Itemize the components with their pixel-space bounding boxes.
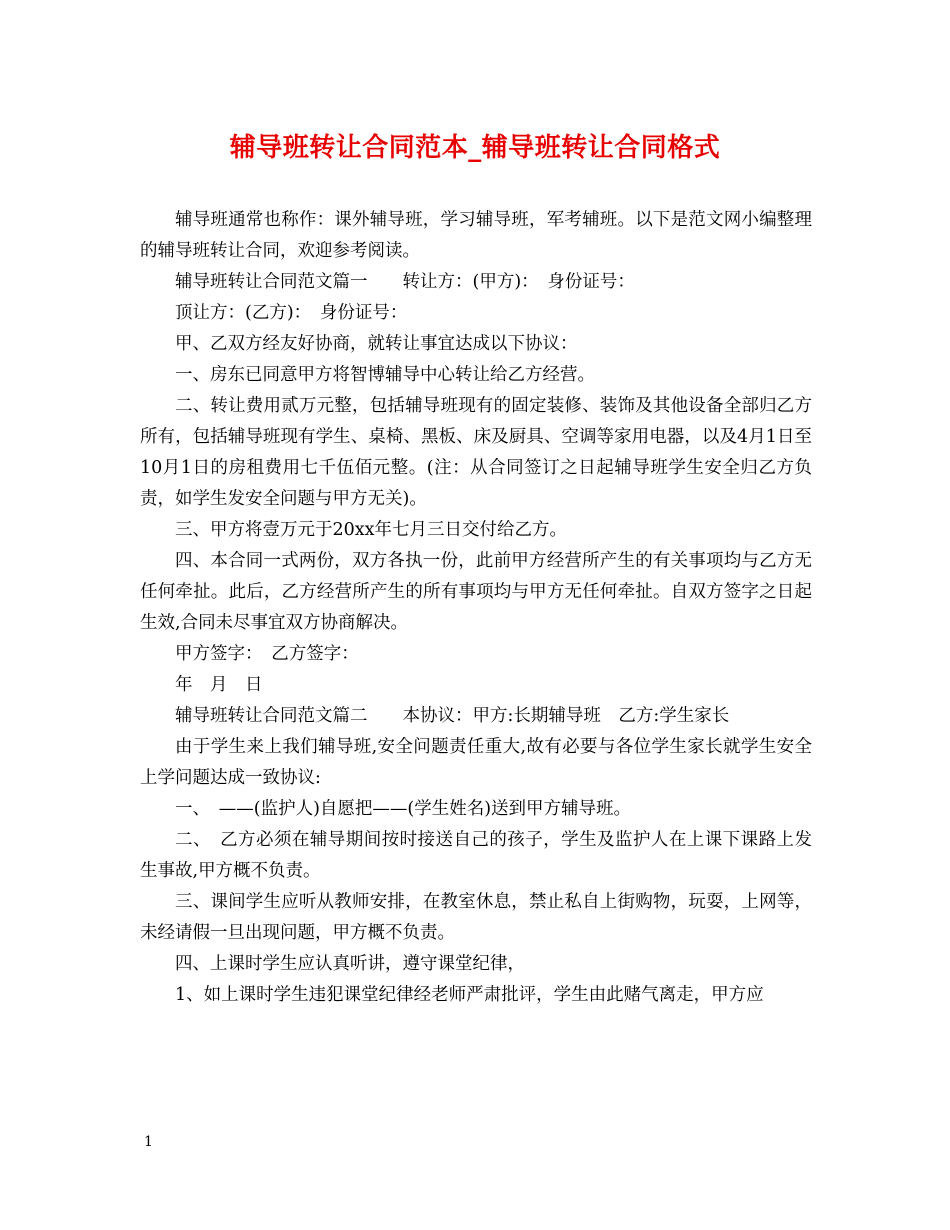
paragraph: 辅导班通常也称作：课外辅导班，学习辅导班，军考辅班。以下是范文网小编整理的辅导班转让合同，欢迎参考阅读。 bbox=[140, 210, 812, 261]
paragraph: 二、 乙方必须在辅导期间按时接送自己的孩子，学生及监护人在上课下课路上发生事故,甲方概不负责。 bbox=[140, 830, 812, 881]
paragraph: 三、甲方将壹万元于20xx年七月三日交付给乙方。 bbox=[175, 520, 568, 540]
document-title: 辅导班转让合同范本_辅导班转让合同格式 bbox=[229, 133, 721, 163]
paragraph: 二、转让费用贰万元整，包括辅导班现有的固定装修、装饰及其他设备全部归乙方所有，包括辅导班现有学生、桌椅、黑板、床及厨具、空调等家用电器，以及4月1日至10月1日的房租费用七千伍佰元整。(注：从合同签订之日起辅导班学生安全归乙方负责，如学生发安全问题与甲方无关)。 bbox=[140, 396, 812, 509]
document-body bbox=[140, 205, 812, 1011]
paragraph: 顶让方：(乙方)： 身份证号： bbox=[175, 303, 408, 323]
paragraph: 三、课间学生应听从教师安排，在教室休息，禁止私自上街购物，玩耍，上网等，未经请假一旦出现问题，甲方概不负责。 bbox=[140, 892, 812, 943]
paragraph: 甲方签字： 乙方签字： bbox=[175, 644, 359, 664]
paragraph: 四、上课时学生应认真听讲，遵守课堂纪律， bbox=[175, 954, 525, 974]
paragraph: 1、如上课时学生违犯课堂纪律经老师严肃批评，学生由此赌气离走，甲方应 bbox=[175, 985, 764, 1005]
paragraph: 辅导班转让合同范文篇一 转让方：(甲方)： 身份证号： bbox=[175, 272, 635, 292]
paragraph: 一、 ——(监护人)自愿把——(学生姓名)送到甲方辅导班。 bbox=[175, 799, 632, 819]
paragraph: 四、本合同一式两份，双方各执一份，此前甲方经营所产生的有关事项均与乙方无任何牵扯。此后，乙方经营所产生的所有事项均与甲方无任何牵扯。自双方签字之日起生效,合同未尽事宜双方协商解决。 bbox=[140, 551, 812, 633]
paragraph: 辅导班转让合同范文篇二 本协议：甲方:长期辅导班 乙方:学生家长 bbox=[175, 706, 730, 726]
paragraph: 年 月 日 bbox=[175, 675, 263, 695]
paragraph: 由于学生来上我们辅导班,安全问题责任重大,故有必要与各位学生家长就学生安全上学问题达成一致协议: bbox=[140, 737, 812, 788]
page-number: 1 bbox=[144, 1134, 153, 1150]
paragraph: 甲、乙双方经友好协商，就转让事宜达成以下协议： bbox=[175, 334, 578, 354]
paragraph: 一、房东已同意甲方将智博辅导中心转让给乙方经营。 bbox=[175, 365, 595, 385]
